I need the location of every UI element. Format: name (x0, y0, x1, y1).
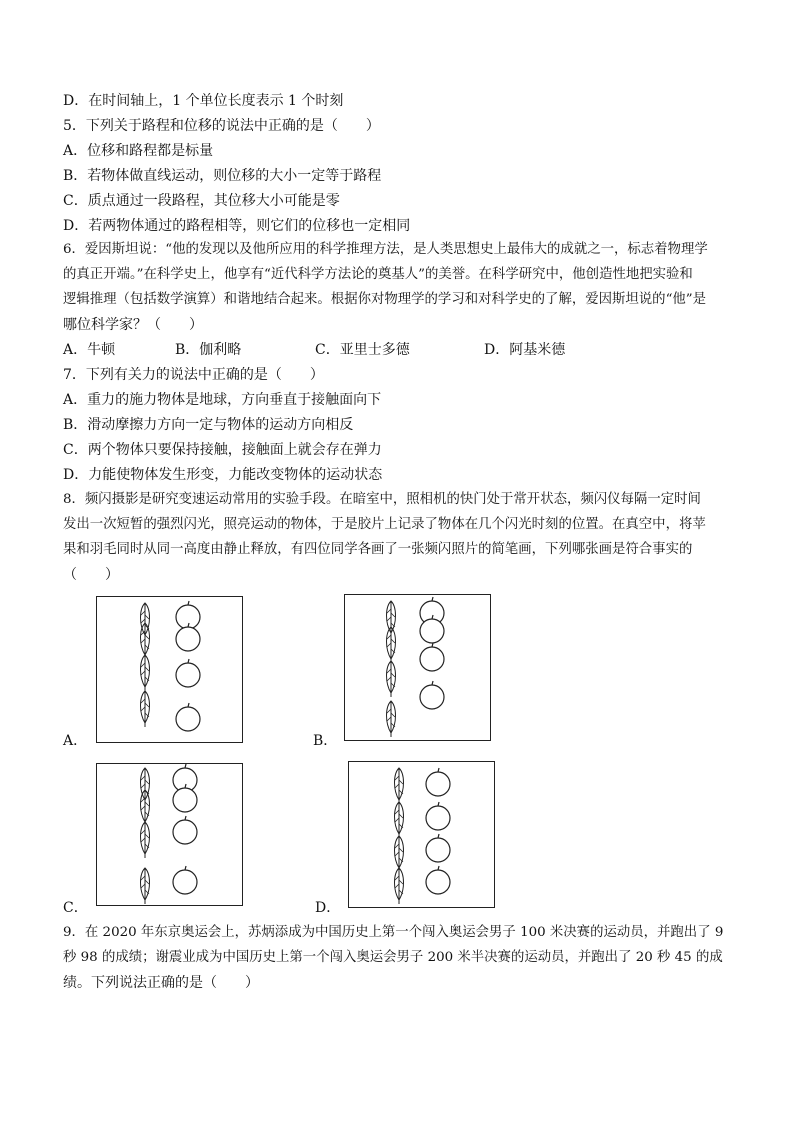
figure-a-drawing (97, 597, 242, 742)
apple-icon (176, 659, 200, 687)
q5-option-b: B．若物体做直线运动，则位移的大小一定等于路程 (63, 168, 382, 184)
q5-option-a: A．位移和路程都是标量 (63, 143, 214, 159)
apple-icon (176, 623, 200, 651)
figure-c-drawing (97, 764, 242, 905)
feather-icon (141, 691, 150, 727)
apple-icon (426, 834, 450, 862)
figure-b-drawing (345, 595, 490, 740)
feather-icon (141, 655, 150, 691)
apple-icon (420, 681, 444, 709)
figure-d-frame (348, 761, 495, 908)
q9-stem-line-2: 秒 98 的成绩；谢震业成为中国历史上第一个闯入奥运会男子 200 米半决赛的运动员，并跑出了 20 秒 45 的成 (63, 950, 723, 965)
feather-icon (395, 768, 404, 804)
q6-option-b: B．伽利略 (175, 342, 242, 358)
figure-a-label: A． (63, 733, 88, 749)
q6-option-d: D．阿基米德 (484, 342, 566, 358)
q6-stem-line-3: 逻辑推理（包括数学演算）和谐地结合起来。根据你对物理学的学习和对科学史的了解，爱因斯坦说的“他”是 (63, 292, 707, 307)
q7-stem: 7．下列有关力的说法中正确的是（ ） (63, 367, 324, 383)
q8-stem-line-3: 果和羽毛同时从同一高度由静止释放，有四位同学各画了一张频闪照片的简笔画，下列哪张画是符合事实的 (63, 542, 693, 557)
q6-stem-line-2: 的真正开端。”在科学史上，他享有“近代科学方法论的奠基人”的美誉。在科学研究中，他创造性地把实验和 (63, 267, 693, 282)
feather-icon (395, 836, 404, 872)
apple-icon (176, 703, 200, 731)
figure-b-frame (344, 594, 491, 741)
q5-option-c: C．质点通过一段路程，其位移大小可能是零 (63, 193, 340, 209)
q8-stem-line-4: （ ） (63, 567, 119, 583)
q7-option-a: A．重力的施力物体是地球，方向垂直于接触面向下 (63, 392, 382, 408)
q9-stem-line-1: 9．在 2020 年东京奥运会上，苏炳添成为中国历史上第一个闯入奥运会男子 100 米决赛的运动员，并跑出了 9 (63, 925, 724, 940)
figure-a-frame (96, 596, 243, 743)
q6-option-c: C．亚里士多德 (315, 342, 410, 358)
q5-stem: 5．下列关于路程和位移的说法中正确的是（ ） (63, 118, 380, 134)
feather-icon (387, 661, 396, 697)
q4-option-d: D．在时间轴上，1 个单位长度表示 1 个时刻 (63, 93, 344, 109)
figure-c-label: C． (63, 900, 88, 916)
feather-icon (395, 868, 404, 904)
figure-d-label: D． (315, 900, 341, 916)
q8-stem-line-2: 发出一次短暂的强烈闪光，照亮运动的物体，于是胶片上记录了物体在几个闪光时刻的位置。在真空中，将苹 (63, 517, 706, 532)
feather-icon (141, 790, 150, 826)
apple-icon (173, 866, 197, 894)
q9-stem-line-3: 绩。下列说法正确的是（ ） (63, 975, 259, 991)
q6-stem-line-4: 哪位科学家？（ ） (63, 317, 203, 333)
feather-icon (141, 868, 150, 904)
apple-icon (173, 816, 197, 844)
apple-icon (420, 643, 444, 671)
feather-icon (141, 623, 150, 659)
feather-icon (395, 802, 404, 838)
figure-c-frame (96, 763, 243, 906)
feather-icon (387, 627, 396, 663)
feather-icon (387, 701, 396, 737)
q7-option-d: D．力能使物体发生形变，力能改变物体的运动状态 (63, 467, 383, 483)
figure-d-drawing (349, 762, 494, 907)
apple-icon (426, 866, 450, 894)
q5-option-d: D．若两物体通过的路程相等，则它们的位移也一定相同 (63, 218, 411, 234)
q7-option-b: B．滑动摩擦力方向一定与物体的运动方向相反 (63, 417, 354, 433)
feather-icon (141, 822, 150, 858)
apple-icon (426, 768, 450, 796)
apple-icon (426, 802, 450, 830)
q8-stem-line-1: 8．频闪摄影是研究变速运动常用的实验手段。在暗室中，照相机的快门处于常开状态，频闪仪每隔一定时间 (63, 492, 701, 507)
q7-option-c: C．两个物体只要保持接触，接触面上就会存在弹力 (63, 442, 382, 458)
q6-stem-line-1: 6．爱因斯坦说：“他的发现以及他所应用的科学推理方法，是人类思想史上最伟大的成就之一，标志着物理学 (63, 242, 708, 257)
q6-option-a: A．牛顿 (63, 342, 116, 358)
figure-b-label: B． (313, 733, 338, 749)
